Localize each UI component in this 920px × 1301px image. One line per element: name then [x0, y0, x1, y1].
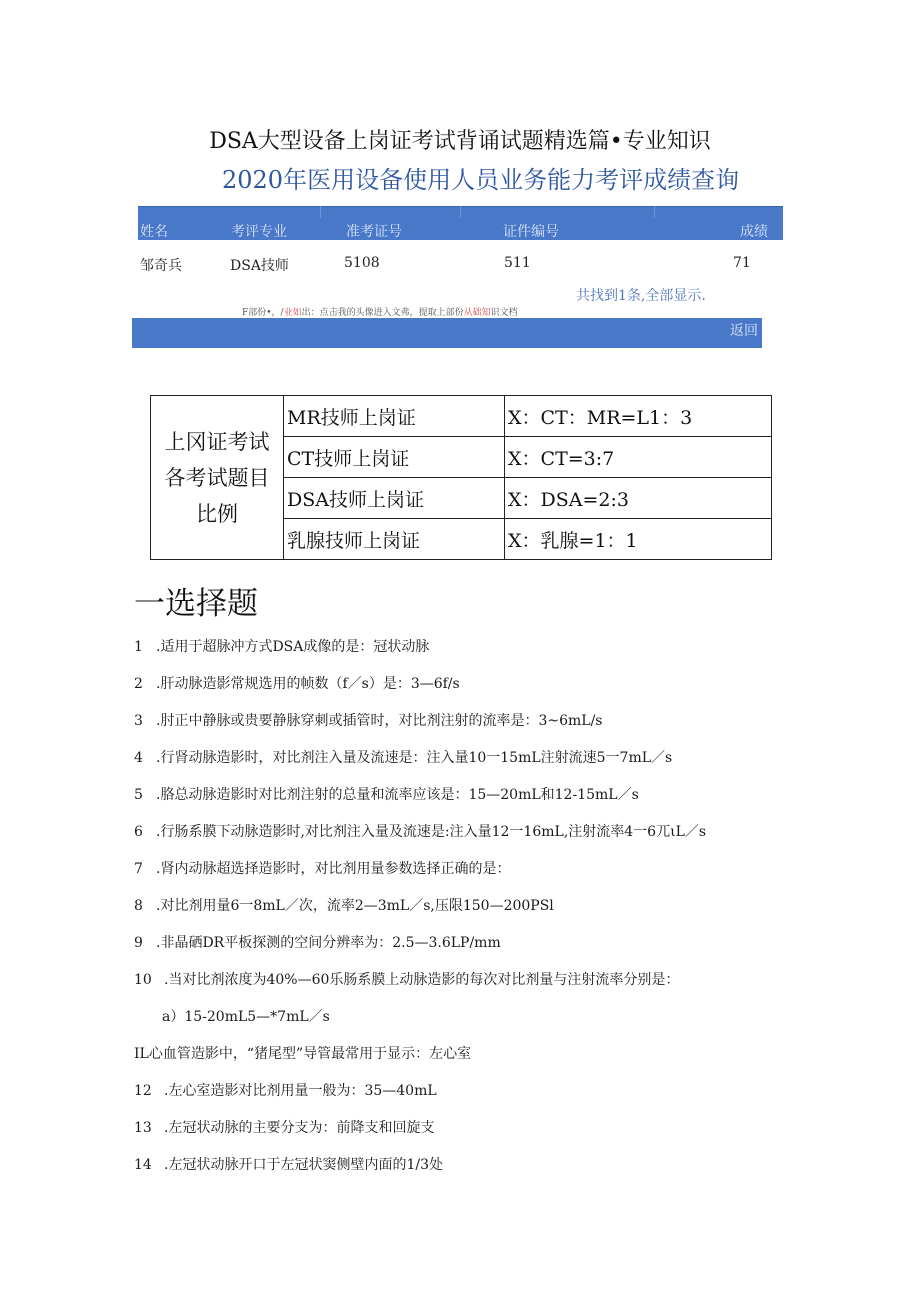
- question-number: 8: [134, 898, 143, 914]
- question-item: [134, 747, 672, 767]
- question-number: 2: [134, 676, 143, 692]
- question-item: [134, 932, 501, 952]
- question-number: 5: [134, 787, 143, 803]
- cert-name: 乳腺技师上岗证: [284, 519, 505, 560]
- question-text: IL心血管造影中，“猪尾型”导管最常用于显示：左心室: [134, 1046, 472, 1062]
- cell-cert-number: 511: [504, 255, 531, 271]
- question-text: .行肠系膜下动脉造影时,对比剂注入量及流速是:注入量12一16mL,注射流率4一6ㄫιL／s: [156, 824, 707, 840]
- question-item: [134, 784, 639, 804]
- cert-ratio: X：乳腺=1：1: [505, 519, 772, 560]
- question-item: [134, 895, 554, 915]
- label-line: 比例: [196, 501, 238, 526]
- header-major: 考评专业: [231, 224, 287, 240]
- label-line: 上冈证考试: [164, 429, 270, 454]
- header-divider: [320, 206, 321, 218]
- cert-ratio: X：CT：MR=L1：3: [505, 396, 772, 437]
- question-text: .对比剂用量6一8mL／次，流率2—3mL／s,压限150—200PSl: [156, 898, 554, 914]
- header-exam-number: 准考证号: [346, 224, 402, 240]
- question-item: [134, 1154, 443, 1174]
- question-text: .肘正中静脉或贵要静脉穿刺或插管时，对比剂注射的流率是：3~6mL/s: [156, 713, 603, 729]
- label-line: 各考试题目: [164, 465, 270, 490]
- result-count: 共找到1条,全部显示.: [576, 288, 706, 304]
- answer-item: [162, 1006, 330, 1026]
- back-link[interactable]: 返回: [730, 323, 758, 339]
- header-score: 成绩: [740, 224, 768, 240]
- cert-name: CT技师上岗证: [284, 437, 505, 478]
- page-title: DSA大型设备上岗证考试背诵试题精选篇•专业知识: [209, 129, 711, 154]
- question-text: .胳总动脉造影时对比剂注射的总量和流率应该是：15—20mL和12-15mL／s: [156, 787, 639, 803]
- cert-ratio: X：CT=3:7: [505, 437, 772, 478]
- question-text: .当对比剂浓度为40%—60乐肠系膜上动脉造影的每次对比剂量与注射流率分别是：: [164, 972, 680, 988]
- question-number: 3: [134, 713, 143, 729]
- cell-major: DSA技师: [230, 258, 289, 274]
- header-divider: [654, 206, 655, 218]
- question-number: 4: [134, 750, 143, 766]
- header-cert-number: 证件编号: [503, 224, 559, 240]
- question-item: [134, 636, 429, 656]
- note-highlight: 从础知: [463, 308, 491, 318]
- note-text: 出：点击我的头像进入文弗，提取上部份: [301, 308, 464, 318]
- question-text: .肝动脉造影常规选用的帧数（f／s）是：3—6f/s: [156, 676, 460, 692]
- question-number: 7: [134, 861, 143, 877]
- footer-bar: [132, 318, 762, 348]
- question-text: .左冠状动脉的主要分支为：前降支和回旋支: [164, 1120, 435, 1136]
- cell-exam-number: 5108: [344, 255, 380, 271]
- ratio-table-label: [151, 396, 284, 560]
- cell-name: 邹奇兵: [140, 258, 182, 274]
- question-number: 1: [134, 639, 143, 655]
- note-highlight: 业如: [283, 308, 302, 318]
- question-item: [134, 673, 460, 693]
- question-item: [134, 858, 510, 878]
- answer-text: a）15-20mL5—*7mL／s: [162, 1009, 330, 1025]
- section-title: 一选择题: [134, 586, 258, 622]
- page-subtitle: 2020年医用设备使用人员业务能力考评成绩查询: [222, 166, 740, 194]
- question-number: 13: [134, 1120, 152, 1136]
- question-item: [134, 1080, 437, 1100]
- cell-score: 71: [733, 255, 751, 271]
- header-divider: [460, 206, 461, 218]
- question-item: [134, 821, 706, 841]
- question-number: 9: [134, 935, 143, 951]
- question-item: [134, 969, 679, 989]
- question-text: .行肾动脉造影时，对比剂注入量及流速是：注入量10一15mL注射流速5一7mL／s: [156, 750, 673, 766]
- cert-name: MR技师上岗证: [284, 396, 505, 437]
- question-number: 14: [134, 1157, 152, 1173]
- note-text: F部份•，/: [242, 308, 284, 318]
- question-number: 10: [134, 972, 152, 988]
- question-number: 12: [134, 1083, 152, 1099]
- note-text: 识文档: [490, 308, 518, 318]
- question-text: .左冠状动脉开口于左冠状窦侧壁内面的1/3处: [164, 1157, 443, 1173]
- question-number: 6: [134, 824, 143, 840]
- question-text: .非晶硒DR平板探测的空间分辨率为：2.5—3.6LP/mm: [156, 935, 501, 951]
- question-item: [134, 710, 602, 730]
- cert-ratio: X：DSA=2:3: [505, 478, 772, 519]
- question-text: .左心室造影对比剂用量一般为：35—40mL: [164, 1083, 437, 1099]
- question-text: .肾内动脉超选择造影时，对比剂用量参数选择正确的是：: [156, 861, 511, 877]
- cert-name: DSA技师上岗证: [284, 478, 505, 519]
- download-note: [242, 305, 518, 318]
- question-item: [134, 1117, 434, 1137]
- header-name: 姓名: [140, 224, 168, 240]
- question-item: [134, 1043, 471, 1063]
- question-text: .适用于超脉冲方式DSA成像的是：冠状动脉: [156, 639, 430, 655]
- exam-ratio-table: [150, 395, 772, 560]
